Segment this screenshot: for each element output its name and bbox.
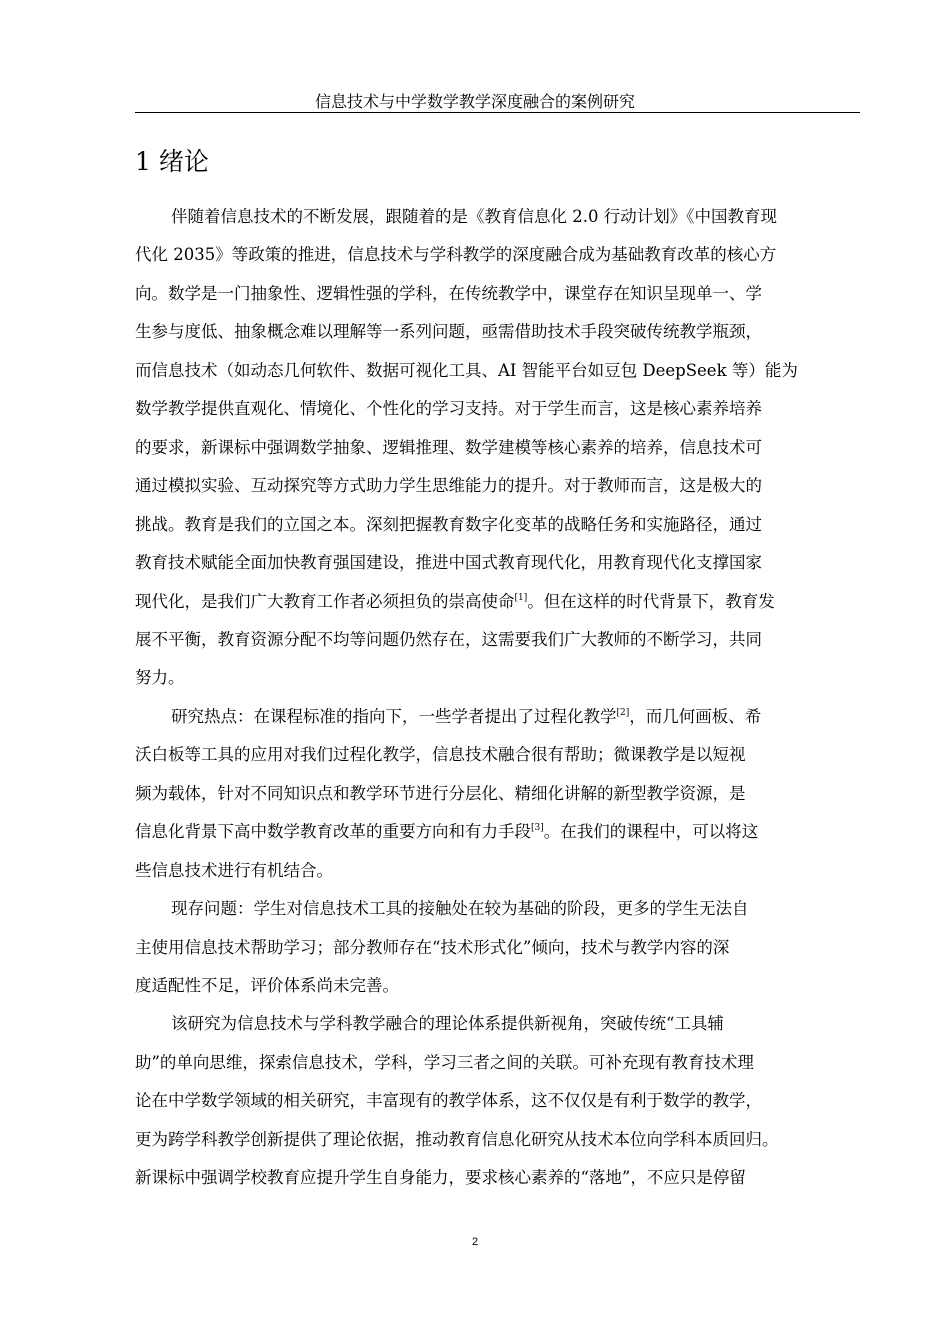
text-line <box>135 861 333 881</box>
text-line <box>135 322 762 342</box>
text-line <box>135 284 762 304</box>
header-rule <box>135 112 860 113</box>
line-text-continued: 。在我们的课程中，可以将这 <box>543 822 759 842</box>
citation-marker: [2] <box>616 707 630 718</box>
line-text: 努力。 <box>135 668 185 688</box>
text-line <box>135 938 729 958</box>
line-text: 该研究为信息技术与学科教学融合的理论体系提供新视角，突破传统“工具辅 <box>171 1014 724 1034</box>
line-text: 新课标中强调学校教育应提升学生自身能力，要求核心素养的“落地”，不应只是停留 <box>135 1168 746 1188</box>
text-line <box>135 822 758 842</box>
text-line <box>171 207 777 227</box>
text-line <box>171 899 749 919</box>
line-text: 研究热点：在课程标准的指向下，一些学者提出了过程化教学 <box>171 706 617 726</box>
line-text: 频为载体，针对不同知识点和教学环节进行分层化、精细化讲解的新型教学资源，是 <box>135 783 746 803</box>
line-text: 更为跨学科教学创新提供了理论依据，推动教育信息化研究从技术本位向学科本质回归。 <box>135 1129 779 1149</box>
line-text: 现存问题：学生对信息技术工具的接触处在较为基础的阶段，更多的学生无法自 <box>171 899 749 919</box>
line-text: 挑战。教育是我们的立国之本。深刻把握教育数字化变革的战略任务和实施路径，通过 <box>135 514 762 534</box>
text-line <box>135 1053 754 1073</box>
line-text: 的要求，新课标中强调数学抽象、逻辑推理、数学建模等核心素养的培养，信息技术可 <box>135 437 762 457</box>
line-text: 教育技术赋能全面加快教育强国建设，推进中国式教育现代化，用教育现代化支撑国家 <box>135 553 762 573</box>
text-line <box>171 707 761 727</box>
line-text: 代化 2035》等政策的推进，信息技术与学科教学的深度融合成为基础教育改革的核心方 <box>135 245 777 265</box>
line-text: 生参与度低、抽象概念难以理解等一系列问题，亟需借助技术手段突破传统教学瓶颈， <box>135 322 762 342</box>
line-text: 助”的单向思维，探索信息技术，学科，学习三者之间的关联。可补充现有教育技术理 <box>135 1052 754 1072</box>
line-text: 些信息技术进行有机结合。 <box>135 860 333 880</box>
text-line <box>135 361 798 381</box>
text-line <box>171 1014 724 1034</box>
line-text: 而信息技术（如动态几何软件、数据可视化工具、AI 智能平台如豆包 DeepSeek 等）能为 <box>135 360 798 380</box>
line-text: 通过模拟实验、互动探究等方式助力学生思维能力的提升。对于教师而言，这是极大的 <box>135 476 762 496</box>
text-line <box>135 515 762 535</box>
text-line <box>135 745 746 765</box>
citation-marker: [3] <box>531 823 544 834</box>
line-text: 向。数学是一门抽象性、逻辑性强的学科，在传统教学中，课堂存在知识呈现单一、学 <box>135 283 762 303</box>
text-line <box>135 1130 779 1150</box>
line-text: 伴随着信息技术的不断发展，跟随着的是《教育信息化 2.0 行动计划》《中国教育现 <box>171 207 777 226</box>
line-text: 沃白板等工具的应用对我们过程化教学，信息技术融合很有帮助；微课教学是以短视 <box>135 745 746 765</box>
chapter-heading: 1 绪论 <box>135 147 209 176</box>
line-text: 现代化，是我们广大教育工作者必须担负的崇高使命 <box>135 591 515 611</box>
line-text: 论在中学数学领域的相关研究，丰富现有的教学体系，这不仅仅是有利于数学的教学， <box>135 1091 762 1111</box>
text-line <box>135 438 762 458</box>
line-text: 主使用信息技术帮助学习；部分教师存在“技术形式化”倾向，技术与教学内容的深 <box>135 937 730 957</box>
page-number: 2 <box>471 1236 479 1248</box>
line-text-continued: ，而几何画板、希 <box>629 706 762 726</box>
text-line <box>135 245 776 265</box>
text-line <box>135 630 762 650</box>
running-header-title: 信息技术与中学数学教学深度融合的案例研究 <box>314 92 635 111</box>
line-text: 信息化背景下高中数学教育改革的重要方向和有力手段 <box>135 822 531 842</box>
line-text-continued: 。但在这样的时代背景下，教育发 <box>527 591 775 611</box>
line-text: 展不平衡，教育资源分配不均等问题仍然存在，这需要我们广大教师的不断学习，共同 <box>135 629 762 649</box>
citation-marker: [1] <box>514 592 528 603</box>
text-line <box>135 399 762 419</box>
text-line <box>135 476 762 496</box>
text-line <box>135 668 185 688</box>
text-line <box>135 592 775 612</box>
text-line <box>135 976 399 996</box>
text-line <box>135 553 762 573</box>
text-line <box>135 1091 762 1111</box>
text-line <box>135 784 746 804</box>
text-line <box>135 1168 746 1188</box>
line-text: 数学教学提供直观化、情境化、个性化的学习支持。对于学生而言，这是核心素养培养 <box>135 399 762 419</box>
line-text: 度适配性不足，评价体系尚未完善。 <box>135 976 399 995</box>
